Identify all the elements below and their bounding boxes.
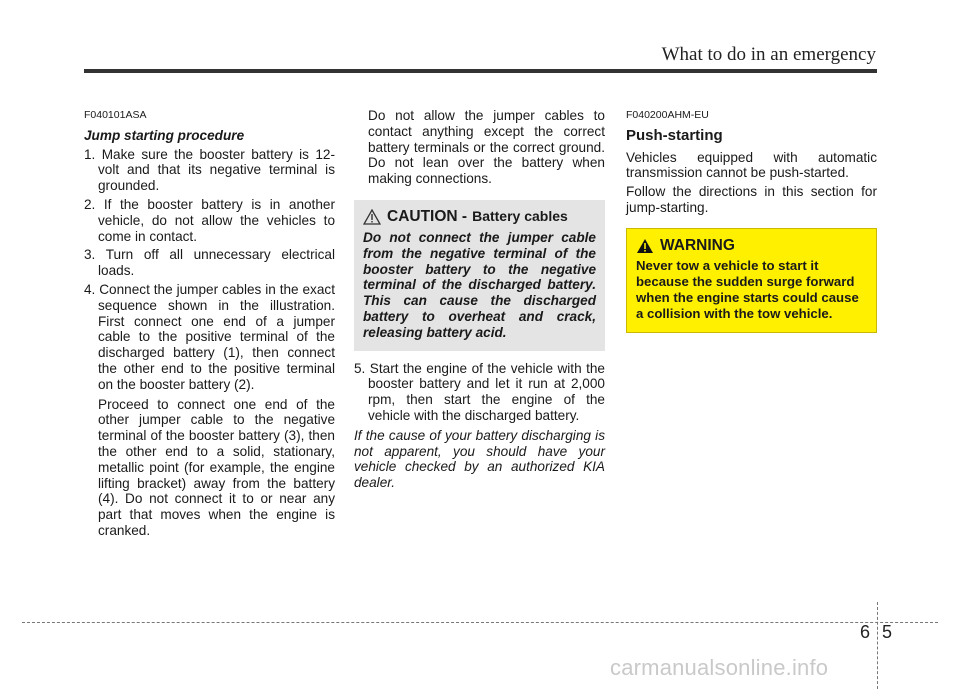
body-paragraph: Vehicles equipped with automatic transmission cannot be push-started. xyxy=(626,149,877,181)
footer-divider xyxy=(877,602,878,689)
step-item: 3. Turn off all unnecessary electrical loads. xyxy=(84,247,335,279)
caution-text: Do not connect the jumper cable from the negative terminal of the booster battery to the negative terminal of the discharged battery. This can cause the discharged battery to overheat and crack, releasing battery acid. xyxy=(363,229,596,340)
footer-rule xyxy=(22,622,938,623)
warning-header xyxy=(636,238,866,254)
caution-label: CAUTION - xyxy=(387,208,468,226)
section-code: F040200AHM-EU xyxy=(626,109,709,121)
subsection-title: Jump starting procedure xyxy=(84,127,245,143)
steps-list xyxy=(354,361,605,424)
body-paragraph: Follow the directions in this section for jump-starting. xyxy=(626,184,877,215)
dealer-note: If the cause of your battery discharging is not apparent, you should have your vehicle checked by an authorized KIA dealer. xyxy=(354,427,605,491)
step-item: 1. Make sure the booster battery is 12-volt and that its negative terminal is grounded. xyxy=(84,146,335,194)
watermark-text: carmanualsonline.info xyxy=(610,655,829,680)
caution-header xyxy=(363,209,596,225)
warning-text: Never tow a vehicle to start it because the sudden surge forward when the engine starts could cause a collision with the tow vehicle. xyxy=(636,257,859,321)
chapter-number: 6 xyxy=(860,622,871,642)
body-paragraph: Do not allow the jumper cables to contact anything except the correct battery terminals or the correct ground. Do not lean over the battery when making connections. xyxy=(368,108,605,187)
warning-label: WARNING xyxy=(660,236,735,254)
page-number: 5 xyxy=(882,622,893,642)
section-code: F040101ASA xyxy=(84,109,147,121)
column-left xyxy=(84,108,335,539)
section-title: Push-starting xyxy=(626,126,723,144)
steps-list xyxy=(84,147,335,393)
body-paragraph: Proceed to connect one end of the other jumper cable to the negative terminal of the booster battery (3), then the other end to a solid, stationary, metallic point (for example, the engine lifting bracket) away from the battery (4). Do not connect it to or near any part that moves when the engine is cranked. xyxy=(98,396,335,538)
column-middle xyxy=(354,108,605,494)
step-item: 2. If the booster battery is in another vehicle, do not allow the vehicles to come in contact. xyxy=(84,196,335,244)
caution-triangle-icon xyxy=(363,209,381,225)
header-rule xyxy=(84,69,877,73)
warning-triangle-icon xyxy=(636,238,654,254)
column-right xyxy=(626,108,877,333)
step-item: 4. Connect the jumper cables in the exact sequence shown in the illustration. First connect one end of a jumper cable to the positive terminal of the discharged battery (1), then connect the other end to the positive terminal on the booster battery (2). xyxy=(84,281,335,392)
caution-topic: Battery cables xyxy=(472,208,568,225)
step-item: 5. Start the engine of the vehicle with the booster battery and let it run at 2,000 rpm, then start the engine of the vehicle with the discharged battery. xyxy=(354,360,605,423)
caution-box xyxy=(354,200,605,351)
warning-box xyxy=(626,228,877,333)
page-header-title: What to do in an emergency xyxy=(661,44,876,65)
